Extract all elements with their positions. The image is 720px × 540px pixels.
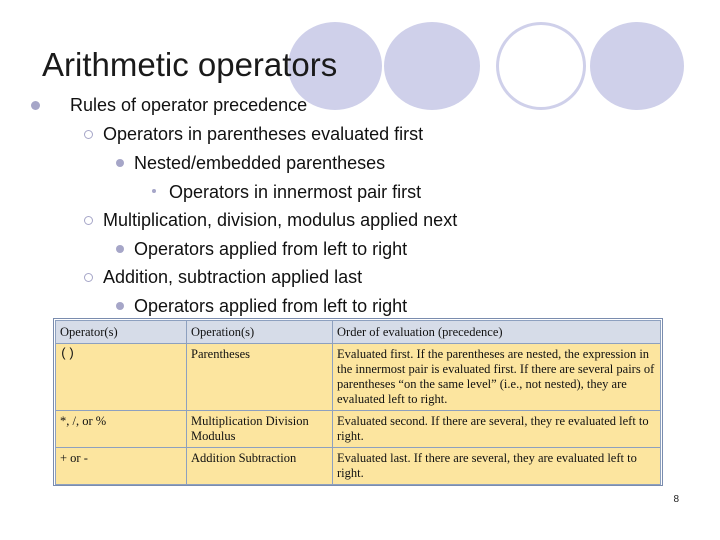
decor-ring-3	[496, 22, 586, 110]
bullet-ring-icon	[84, 273, 93, 282]
decor-circle-2	[384, 22, 480, 110]
bullet-level4: Operators in innermost pair first	[169, 182, 422, 202]
table-row	[56, 411, 661, 448]
precedence-table	[55, 320, 661, 485]
bullet-disc-icon	[116, 159, 124, 167]
operator-cell: ()	[56, 344, 187, 411]
operation-cell: Addition Subtraction	[187, 448, 333, 485]
bullet-dot-icon	[152, 189, 156, 193]
order-cell: Evaluated last. If there are several, they are evaluated left to right.	[333, 448, 661, 485]
table-header-row	[56, 321, 661, 344]
operation-cell: Multiplication Division Modulus	[187, 411, 333, 448]
operator-cell: *, /, or %	[56, 411, 187, 448]
bullet-level2: Multiplication, division, modulus applied next	[103, 210, 458, 230]
bullet-level1: Rules of operator precedence	[70, 95, 308, 115]
order-cell: Evaluated second. If there are several, they re evaluated left to right.	[333, 411, 661, 448]
column-header: Operator(s)	[56, 321, 187, 344]
bullet-disc-icon	[31, 101, 40, 110]
bullet-disc-icon	[116, 245, 124, 253]
order-cell: Evaluated first. If the parentheses are nested, the expression in the innermost pair is evaluated first. If there are several pairs of parentheses “on the same level” (i.e., not nested), they are evaluated left to right.	[333, 344, 661, 411]
bullet-level3: Operators applied from left to right	[134, 239, 408, 259]
bullet-level3: Operators applied from left to right	[134, 296, 408, 316]
bullet-ring-icon	[84, 130, 93, 139]
operation-cell: Parentheses	[187, 344, 333, 411]
page-number: 8	[673, 494, 679, 505]
bullet-disc-icon	[116, 302, 124, 310]
operator-cell: + or -	[56, 448, 187, 485]
decor-circle-4	[590, 22, 684, 110]
bullet-ring-icon	[84, 216, 93, 225]
column-header: Operation(s)	[187, 321, 333, 344]
bullet-level3: Nested/embedded parentheses	[134, 153, 386, 173]
slide-title: Arithmetic operators	[42, 46, 338, 83]
table-row	[56, 344, 661, 411]
table-row	[56, 448, 661, 485]
bullet-level2: Operators in parentheses evaluated first	[103, 124, 424, 144]
bullet-level2: Addition, subtraction applied last	[103, 267, 363, 287]
column-header: Order of evaluation (precedence)	[333, 321, 661, 344]
